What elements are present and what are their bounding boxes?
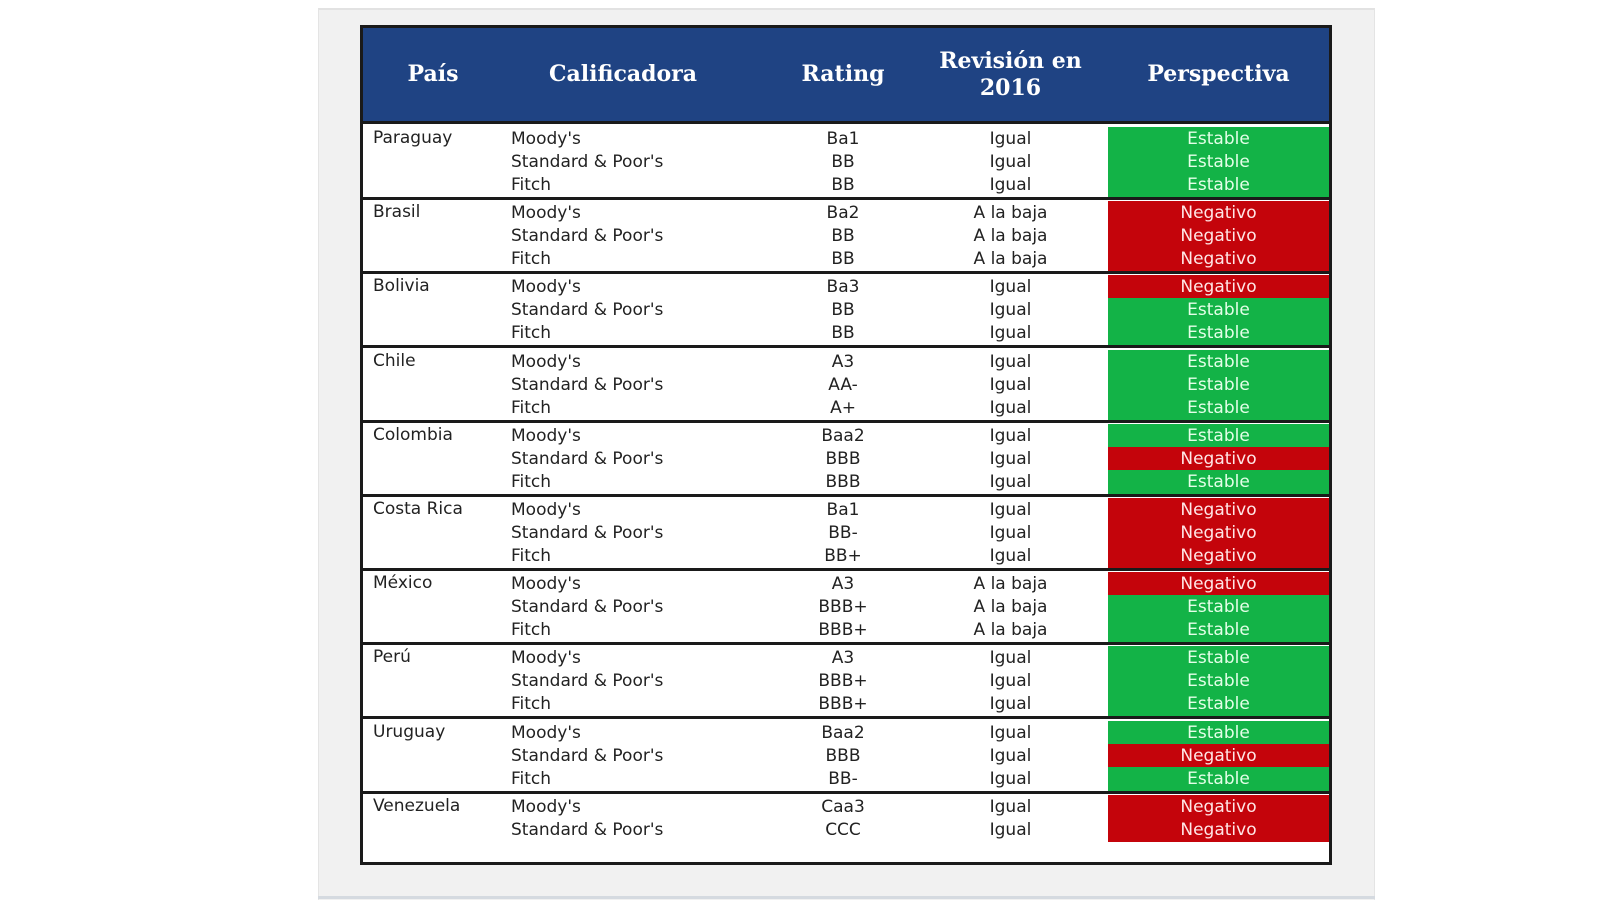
table-row [363, 150, 1329, 174]
revision-cell: Igual [989, 745, 1032, 766]
revision-cell: Igual [989, 523, 1032, 543]
rating-cell: BBB+ [818, 597, 868, 618]
country-name: Uruguay [373, 721, 446, 742]
header-pais: País [407, 61, 459, 87]
revision-cell: Igual [989, 768, 1032, 789]
rating-cell: Ba3 [826, 277, 860, 298]
revision-cell: A la baja [973, 226, 1048, 247]
outlook-cell: Estable [1108, 595, 1329, 619]
agency-cell: Fitch [511, 768, 552, 789]
agency-cell: Moody's [511, 277, 581, 298]
country-group [363, 792, 1329, 868]
country-name: Paraguay [373, 128, 453, 148]
outlook-cell: Estable [1108, 127, 1329, 151]
revision-cell: A la baja [973, 249, 1048, 270]
outlook-cell: Negativo [1108, 795, 1329, 819]
revision-cell: Igual [989, 425, 1032, 446]
outlook-cell: Estable [1108, 396, 1329, 420]
table-row [363, 544, 1329, 568]
table-row [363, 521, 1329, 545]
outlook-cell: Negativo [1108, 275, 1329, 299]
table-header [363, 28, 1329, 124]
outlook-cell: Negativo [1108, 447, 1329, 471]
agency-cell: Moody's [511, 425, 581, 446]
country-name: Colombia [373, 424, 453, 445]
outlook-cell: Estable [1108, 150, 1329, 174]
table-row [363, 127, 1329, 151]
country-name: Bolivia [373, 276, 430, 297]
country-group [363, 643, 1329, 719]
table-row [363, 321, 1329, 345]
rating-cell: BB- [828, 523, 858, 543]
rating-cell: Caa3 [821, 796, 865, 817]
header-calificadora: Calificadora [548, 61, 698, 87]
agency-cell: Moody's [511, 796, 581, 817]
country-name: Costa Rica [373, 499, 463, 519]
table-row [363, 595, 1329, 619]
outlook-cell: Estable [1108, 321, 1329, 345]
agency-cell: Standard & Poor's [511, 745, 664, 766]
agency-cell: Standard & Poor's [511, 300, 664, 321]
country-name: Perú [373, 647, 411, 668]
rating-cell: BBB [825, 448, 861, 469]
rating-cell: A3 [831, 574, 855, 595]
country-group [363, 347, 1329, 423]
outlook-cell: Estable [1108, 692, 1329, 716]
rating-cell: BB+ [824, 546, 862, 566]
revision-cell: Igual [989, 374, 1032, 395]
table-row [363, 350, 1329, 374]
rating-cell: BB [831, 323, 855, 344]
agency-cell: Fitch [511, 471, 552, 492]
country-group [363, 124, 1329, 200]
revision-cell: Igual [989, 397, 1032, 418]
revision-cell: Igual [989, 323, 1032, 344]
agency-cell: Fitch [511, 620, 552, 641]
table-row [363, 224, 1329, 248]
outlook-cell: Negativo [1108, 572, 1329, 596]
header-rating: Rating [801, 61, 885, 87]
outlook-cell: Negativo [1108, 498, 1329, 522]
revision-cell: Igual [989, 722, 1032, 743]
agency-cell: Fitch [511, 397, 552, 418]
outlook-cell: Estable [1108, 721, 1329, 745]
outlook-cell: Estable [1108, 646, 1329, 670]
revision-cell: A la baja [973, 597, 1048, 618]
agency-cell: Standard & Poor's [511, 597, 664, 618]
table-row [363, 646, 1329, 670]
revision-cell: Igual [989, 471, 1032, 492]
agency-cell: Moody's [511, 574, 581, 595]
revision-cell: Igual [989, 819, 1032, 840]
rating-cell: A3 [831, 648, 855, 669]
outlook-cell: Estable [1108, 424, 1329, 448]
revision-cell: A la baja [973, 620, 1048, 641]
table-row [363, 618, 1329, 642]
revision-cell: Igual [989, 648, 1032, 669]
agency-cell: Standard & Poor's [511, 152, 664, 172]
table-row [363, 424, 1329, 448]
agency-cell: Fitch [511, 323, 552, 344]
rating-cell: Baa2 [821, 722, 865, 743]
revision-cell: Igual [989, 500, 1032, 520]
country-name: Chile [373, 350, 416, 371]
table-row [363, 818, 1329, 842]
table-row [363, 396, 1329, 420]
header-revision: Revisión en 2016 [939, 47, 1082, 101]
rating-cell: CCC [825, 819, 861, 840]
agency-cell: Moody's [511, 351, 581, 372]
table-row [363, 795, 1329, 819]
revision-cell: Igual [989, 300, 1032, 321]
agency-cell: Standard & Poor's [511, 819, 664, 840]
agency-cell: Moody's [511, 500, 581, 520]
rating-cell: BBB [825, 745, 861, 766]
table-row [363, 173, 1329, 197]
country-group [363, 495, 1329, 571]
revision-cell: Igual [989, 796, 1032, 817]
revision-cell: Igual [989, 448, 1032, 469]
revision-cell: Igual [989, 694, 1032, 715]
table-row [363, 275, 1329, 299]
outlook-cell: Estable [1108, 173, 1329, 197]
outlook-cell: Negativo [1108, 544, 1329, 568]
outlook-cell: Estable [1108, 767, 1329, 791]
rating-cell: BB [831, 152, 855, 172]
agency-cell: Standard & Poor's [511, 448, 664, 469]
country-group [363, 272, 1329, 348]
revision-cell: Igual [989, 152, 1032, 172]
country-name: México [373, 573, 433, 594]
table-row [363, 498, 1329, 522]
country-group [363, 718, 1329, 794]
revision-cell: A la baja [973, 574, 1048, 595]
revision-cell: Igual [989, 129, 1032, 149]
agency-cell: Standard & Poor's [511, 226, 664, 247]
outlook-cell: Negativo [1108, 201, 1329, 225]
rating-cell: Baa2 [821, 425, 865, 446]
rating-cell: BB [831, 249, 855, 270]
revision-cell: Igual [989, 546, 1032, 566]
revision-cell: Igual [989, 175, 1032, 195]
table-row [363, 721, 1329, 745]
frame-bottom-border [318, 896, 1375, 899]
table-row [363, 201, 1329, 225]
rating-cell: Ba1 [826, 500, 860, 520]
table-row [363, 373, 1329, 397]
rating-cell: Ba1 [826, 129, 860, 149]
outlook-cell: Estable [1108, 669, 1329, 693]
agency-cell: Standard & Poor's [511, 523, 664, 543]
rating-cell: BBB+ [818, 671, 868, 692]
rating-cell: A3 [831, 351, 855, 372]
agency-cell: Moody's [511, 722, 581, 743]
country-group [363, 569, 1329, 645]
outlook-cell: Estable [1108, 350, 1329, 374]
country-group [363, 198, 1329, 274]
country-name: Venezuela [373, 795, 461, 816]
rating-cell: BBB+ [818, 694, 868, 715]
outlook-cell: Negativo [1108, 224, 1329, 248]
rating-cell: BBB+ [818, 620, 868, 641]
rating-cell: A+ [830, 397, 856, 418]
table-row [363, 447, 1329, 471]
revision-cell: Igual [989, 671, 1032, 692]
outlook-cell: Estable [1108, 618, 1329, 642]
table-row [363, 247, 1329, 271]
outlook-cell: Negativo [1108, 521, 1329, 545]
rating-cell: BB- [828, 768, 858, 789]
outlook-cell: Estable [1108, 373, 1329, 397]
rating-cell: BB [831, 300, 855, 321]
table-row [363, 298, 1329, 322]
rating-cell: AA- [828, 374, 858, 395]
outlook-cell: Negativo [1108, 744, 1329, 768]
agency-cell: Fitch [511, 694, 552, 715]
rating-cell: BB [831, 226, 855, 247]
country-name: Brasil [373, 202, 421, 223]
agency-cell: Moody's [511, 129, 581, 149]
rating-cell: BB [831, 175, 855, 195]
revision-cell: Igual [989, 351, 1032, 372]
header-perspectiva: Perspectiva [1147, 61, 1290, 87]
table-row [363, 692, 1329, 716]
revision-cell: Igual [989, 277, 1032, 298]
rating-cell: BBB [825, 471, 861, 492]
agency-cell: Fitch [511, 175, 552, 195]
agency-cell: Standard & Poor's [511, 671, 664, 692]
agency-cell: Fitch [511, 249, 552, 270]
rating-cell: Ba2 [826, 203, 860, 224]
agency-cell: Moody's [511, 203, 581, 224]
outlook-cell: Negativo [1108, 818, 1329, 842]
outlook-cell: Negativo [1108, 247, 1329, 271]
outlook-cell: Estable [1108, 298, 1329, 322]
table-row [363, 572, 1329, 596]
outlook-cell: Estable [1108, 470, 1329, 494]
revision-cell: A la baja [973, 203, 1048, 224]
table-row [363, 767, 1329, 791]
table-row [363, 669, 1329, 693]
agency-cell: Fitch [511, 546, 552, 566]
table-row [363, 744, 1329, 768]
country-group [363, 421, 1329, 497]
ratings-table [360, 25, 1332, 865]
agency-cell: Moody's [511, 648, 581, 669]
agency-cell: Standard & Poor's [511, 374, 664, 395]
table-row [363, 470, 1329, 494]
